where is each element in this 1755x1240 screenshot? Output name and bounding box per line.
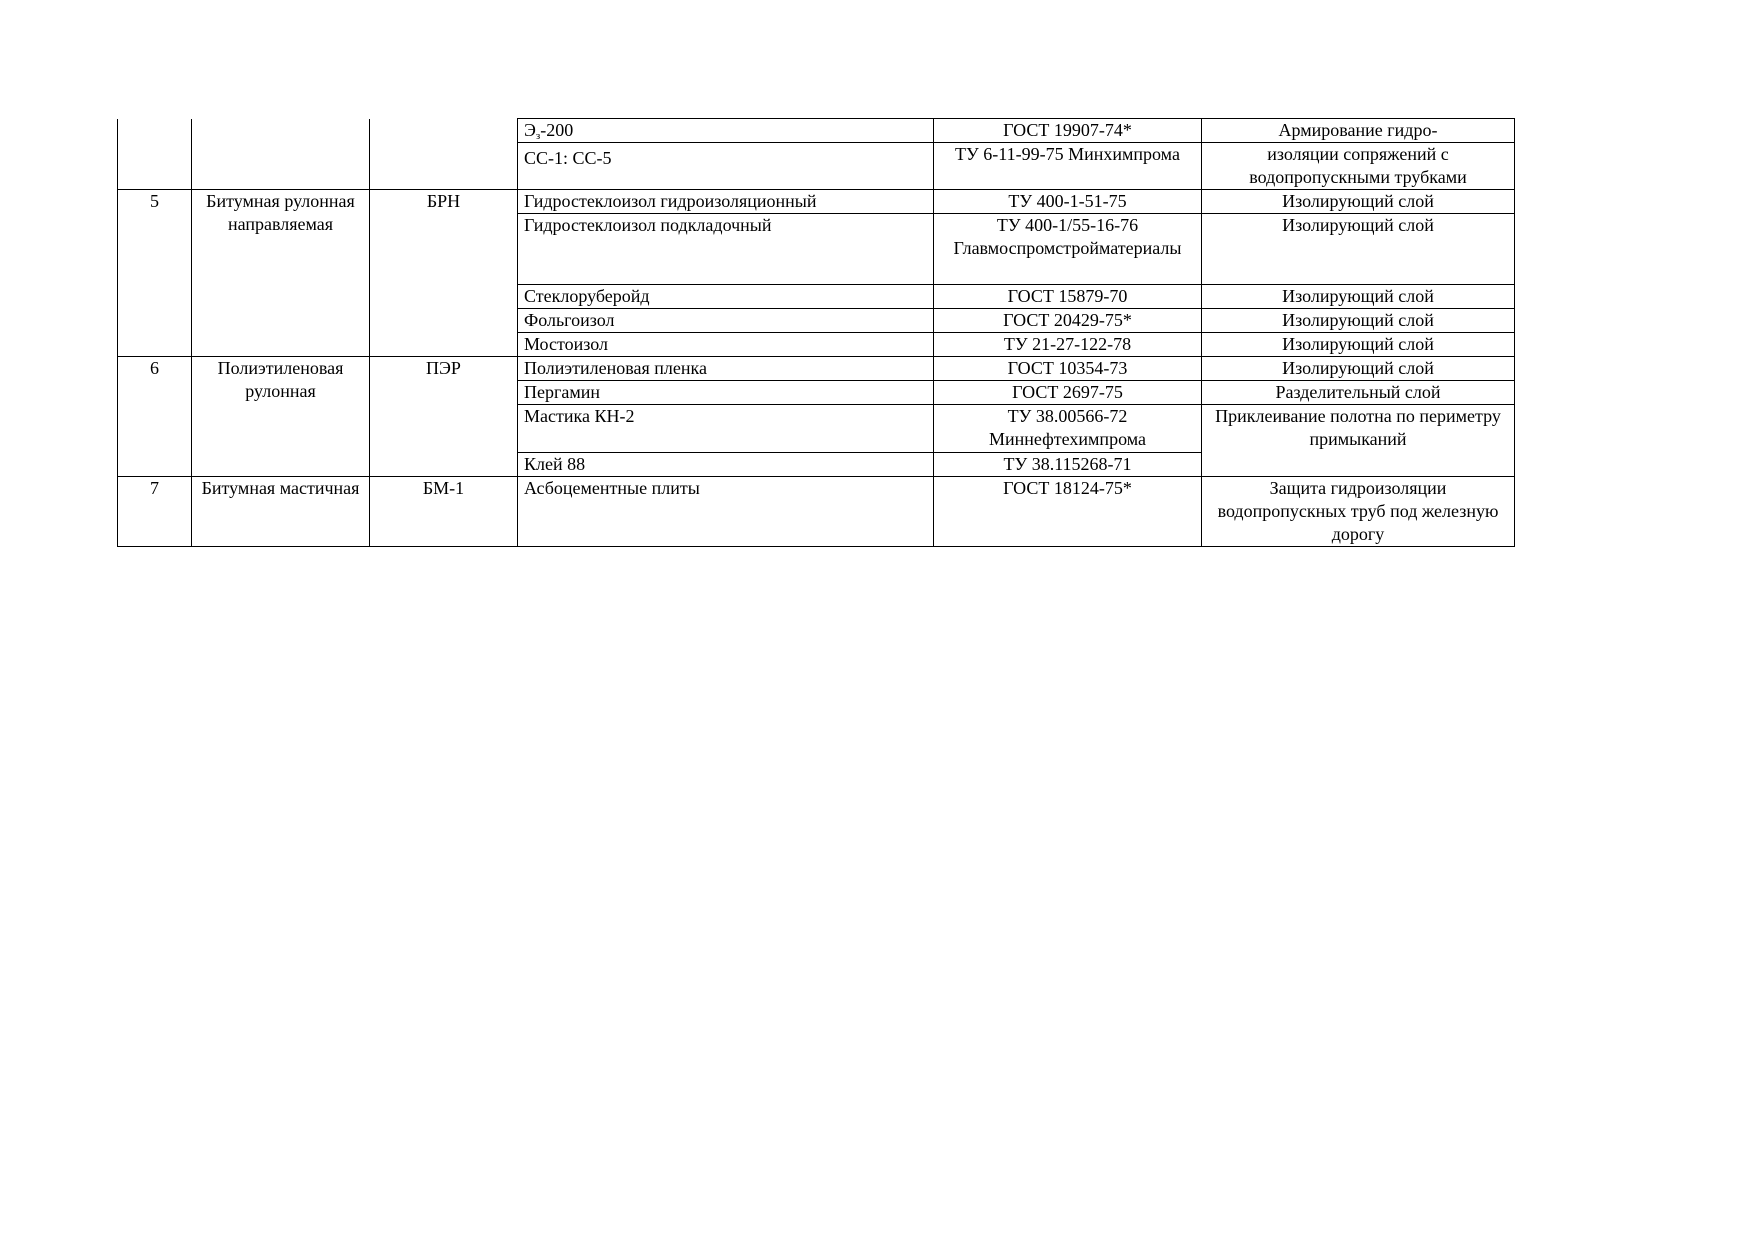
table-row (118, 357, 1515, 381)
material-cell: Гидростеклоизол гидроизоляционный (518, 190, 934, 214)
purpose-cell: Изолирующий слой (1202, 357, 1515, 381)
material-cell: Клей 88 (518, 453, 934, 477)
standard-cell: ТУ 38.00566-72 Миннефтехимпрома (934, 405, 1202, 453)
code-cell (370, 119, 518, 190)
purpose-cell: Изолирующий слой (1202, 309, 1515, 333)
purpose-cell: Армирование гидро- (1202, 119, 1515, 143)
material-cell: СС-1: СС-5 (518, 143, 934, 190)
num-cell (118, 119, 192, 190)
standard-cell: ГОСТ 20429-75* (934, 309, 1202, 333)
purpose-cell: Приклеивание полотна по периметру примыканий (1202, 405, 1515, 477)
standard-cell: ТУ 21-27-122-78 (934, 333, 1202, 357)
purpose-cell: Изолирующий слой (1202, 285, 1515, 309)
standard-cell: ГОСТ 19907-74* (934, 119, 1202, 143)
code-cell: ПЭР (370, 357, 518, 477)
type-cell (192, 119, 370, 190)
standard-cell: ГОСТ 18124-75* (934, 477, 1202, 547)
standard-cell: ГОСТ 2697-75 (934, 381, 1202, 405)
table-row (118, 190, 1515, 214)
material-cell: Мостоизол (518, 333, 934, 357)
purpose-cell: Разделительный слой (1202, 381, 1515, 405)
type-cell: Битумная мастичная (192, 477, 370, 547)
material-cell: Асбоцементные плиты (518, 477, 934, 547)
standard-cell: ТУ 38.115268-71 (934, 453, 1202, 477)
standard-cell: ГОСТ 15879-70 (934, 285, 1202, 309)
material-cell: Гидростеклоизол подкладочный (518, 214, 934, 285)
num-cell: 5 (118, 190, 192, 357)
num-cell: 7 (118, 477, 192, 547)
standard-cell: ГОСТ 10354-73 (934, 357, 1202, 381)
purpose-cell: Защита гидроизоляции водопропускных труб под железную дорогу (1202, 477, 1515, 547)
table-row (118, 119, 1515, 143)
purpose-cell: Изолирующий слой (1202, 333, 1515, 357)
type-cell: Полиэтиленовая рулонная (192, 357, 370, 477)
material-cell: Пергамин (518, 381, 934, 405)
num-cell: 6 (118, 357, 192, 477)
standard-cell: ТУ 400-1/55-16-76 Главмоспромстройматериалы (934, 214, 1202, 285)
material-cell: Фольгоизол (518, 309, 934, 333)
standard-cell: ТУ 6-11-99-75 Минхимпрома (934, 143, 1202, 190)
code-cell: БМ-1 (370, 477, 518, 547)
material-cell: $Э_з-200$ (518, 119, 934, 143)
material-cell: Мастика КН-2 (518, 405, 934, 453)
table-row (118, 477, 1515, 547)
materials-table (117, 118, 1515, 547)
material-cell: Полиэтиленовая пленка (518, 357, 934, 381)
purpose-cell: изоляции сопряжений с водопропускными трубками (1202, 143, 1515, 190)
code-cell: БРН (370, 190, 518, 357)
purpose-cell: Изолирующий слой (1202, 214, 1515, 285)
material-cell: Стеклоруберойд (518, 285, 934, 309)
standard-cell: ТУ 400-1-51-75 (934, 190, 1202, 214)
type-cell: Битумная рулонная направляемая (192, 190, 370, 357)
purpose-cell: Изолирующий слой (1202, 190, 1515, 214)
